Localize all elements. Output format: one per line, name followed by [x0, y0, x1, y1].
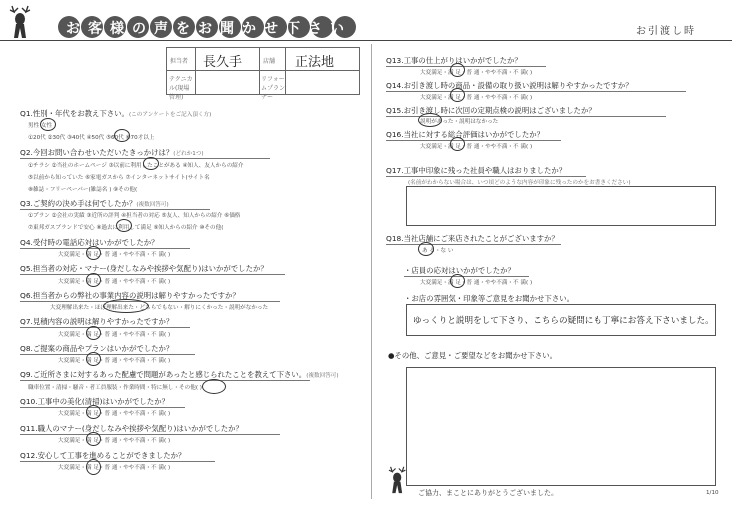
q17-title: Q17.工事中印象に残った社員や職人はおりましたか？ — [386, 165, 586, 177]
q15-options[interactable]: 説明があった・説明はなかった — [420, 119, 499, 125]
handwritten-comment: ゆっくりと説明をして下さり、こちらの疑問にも丁寧にお答え下さいました。 — [413, 316, 714, 326]
q10-scale[interactable]: 大変満足・満 足・普 通・やや不満・不 満( ) — [58, 411, 171, 417]
q13-circle-mark — [450, 63, 465, 77]
q5-title: Q5.担当者の対応・マナー(身だしなみや挨拶や気配り)はいかがでしたか？ — [20, 263, 285, 275]
q2-line1[interactable]: ①チラシ ②当社のホームページ ③以前に利用したことがある ④知人、友人からの紹介 — [28, 163, 244, 169]
q18-options[interactable]: あ る・な い — [422, 248, 454, 254]
column-divider — [371, 44, 372, 499]
q8-scale[interactable]: 大変満足・満 足・普 通・やや不満・不 満( ) — [58, 358, 171, 364]
q14-scale[interactable]: 大変満足・満 足・普 通・やや不満・不 満( ) — [420, 95, 533, 101]
q5-circle-mark — [86, 273, 101, 287]
sales-name: 長久手 — [203, 55, 243, 70]
sales-label: 担当者 — [170, 58, 189, 65]
q18b-title: ・お店の雰囲気・印象等ご意見をお聞かせ下さい。 — [404, 294, 574, 303]
q3-circle-mark — [116, 219, 132, 232]
q4-circle-mark — [86, 246, 101, 260]
q9-title: Q9.ご近所さまに対するあった配慮で問題があったと感じられたことを教えて下さい。(複数回答可) — [20, 370, 339, 379]
q18-circle-mark — [418, 242, 434, 256]
q10-title: Q10.工事中の美化(清掃)はいかがでしたか？ — [20, 396, 185, 408]
q4-scale[interactable]: 大変満足・満 足・普 通・やや不満・不 満( ) — [58, 252, 171, 258]
q17-answer-box[interactable] — [406, 186, 716, 226]
q5-scale[interactable]: 大変満足・満 足・普 通・やや不満・不 満( ) — [58, 279, 171, 285]
q7-title: Q7.見積内容の説明は解りやすかったですか？ — [20, 316, 190, 328]
footer-thanks: ご協力、まことにありがとうございました。 — [418, 489, 558, 497]
q8-title: Q8.ご提案の商品やプランはいかがでしたか？ — [20, 343, 195, 355]
q6-circle-mark — [103, 299, 149, 313]
q2-circle-mark — [143, 157, 159, 170]
q15-title: Q15.お引き渡し時に次回の定期点検の説明はございましたか？ — [386, 105, 666, 117]
age-circle-mark — [114, 129, 130, 142]
q18b-answer-box[interactable] — [406, 304, 716, 336]
page-code: 1/10 — [706, 490, 719, 496]
q17-hint: (名前がわからない場合は、いつ頃どのような内容が印象に残ったのかをお書きください) — [408, 180, 631, 186]
deer-logo-icon — [4, 2, 38, 42]
q13-scale[interactable]: 大変満足・満 足・普 通・やや不満・不 満( ) — [420, 70, 533, 76]
q4-title: Q4.受付時の電話応対はいかがでしたか？ — [20, 237, 190, 249]
q18a-scale[interactable]: 大変満足・満 足・普 通・やや不満・不 満( ) — [420, 280, 533, 286]
q10-circle-mark — [86, 405, 101, 419]
q18a-circle-mark — [450, 274, 465, 288]
tech-label: テクニカル(現場管理) — [169, 76, 193, 101]
q7-circle-mark — [86, 326, 101, 340]
q7-scale[interactable]: 大変満足・満 足・普 通・やや不満・不 満( ) — [58, 332, 171, 338]
q9-circle-mark — [202, 379, 226, 394]
q9-options[interactable]: 職車位置・清掃・騒音・者工員服装・作業時間・特に無し・その他( ) — [28, 385, 202, 391]
q12-circle-mark — [86, 459, 101, 475]
staff-stamp-table — [166, 47, 360, 101]
q16-scale[interactable]: 大変満足・満 足・普 通・やや不満・不 満( ) — [420, 144, 533, 150]
q2-line2[interactable]: ⑤以前から知っていた ⑥家電ガスから ⑦インターネットサイト(サイト名 — [28, 175, 210, 181]
deer-footer-icon — [384, 463, 412, 497]
q8-circle-mark — [86, 352, 101, 366]
q11-scale[interactable]: 大変満足・満 足・普 通・やや不満・不 満( ) — [58, 438, 171, 444]
q3-line1[interactable]: ①プラン ②会社の実績 ③近所の評判 ④担当者の対応 ⑤友人、知人からの紹介 ⑥価格 — [28, 213, 241, 219]
q14-circle-mark — [450, 88, 465, 102]
q16-title: Q16.当社に対する総合評価はいかがでしたか？ — [386, 129, 561, 141]
shop-label: 店舗 — [263, 58, 276, 65]
planner-label: リフォームプランナー — [261, 76, 286, 101]
q3-title: Q3.ご契約の決め手は何でしたか？(複数回答可) — [20, 198, 210, 210]
q11-title: Q11.職人のマナー(身だしなみや挨拶や気配り)はいかがでしたか？ — [20, 423, 280, 435]
q11-circle-mark — [86, 432, 101, 446]
q2-line3[interactable]: ⑧雑誌・フリーペーパー(雑誌名 ) ⑨その他( — [28, 187, 138, 193]
q6-title: Q6.担当者からの弊社の事業内容の説明は解りやすかったですか？ — [20, 290, 280, 302]
q18a-title: ・店員の応対はいかがでしたか？ — [404, 265, 529, 277]
other-answer-box[interactable] — [406, 367, 716, 486]
other-title: ●その他、ご意見・ご要望などをお聞かせ下さい。 — [388, 351, 558, 360]
header-rule — [0, 40, 732, 41]
q2-title: Q2.今回お問い合わせいただいたきっかけは？(どれか1つ) — [20, 147, 270, 159]
q1-title: Q1.性別・年代をお教え下さい。(このアンケートをご記入頂く方) — [20, 109, 212, 118]
q6-scale[interactable]: 大変理解出来た・ほぼ理解出来た・どちらでもない・解りにくかった・説明がなかった — [50, 305, 269, 311]
handover-label: お引渡し時 — [636, 26, 696, 37]
q12-title: Q12.安心して工事を進めることができましたか？ — [20, 450, 215, 462]
q1-gender[interactable]: 男性 女性 — [28, 123, 53, 129]
q14-title: Q14.お引き渡し時の商品・設備の取り扱い説明は解りやすかったですか？ — [386, 80, 686, 92]
q15-circle-mark — [418, 113, 442, 127]
gender-circle-mark — [40, 118, 56, 131]
q3-line2[interactable]: ⑦東邦ガスブランドで安心 ⑧過去に利用して満足 ⑨知人からの紹介 ⑩その他( — [28, 225, 224, 231]
q12-scale[interactable]: 大変満足・満 足・普 通・やや不満・不 満( ) — [58, 465, 171, 471]
q18-title: Q18.当社店舗にご来店されたことがございますか？ — [386, 233, 561, 245]
q16-circle-mark — [450, 137, 465, 151]
page-title: お客様の声をお聞かせ下さい — [66, 21, 352, 37]
shop-name: 正法地 — [295, 55, 335, 70]
q13-title: Q13.工事の仕上がりはいかがでしたか？ — [386, 55, 546, 67]
q1-ages[interactable]: ①20代 ②30代 ③40代 ④50代 ⑤60代 ⑥70才以上 — [28, 135, 155, 141]
